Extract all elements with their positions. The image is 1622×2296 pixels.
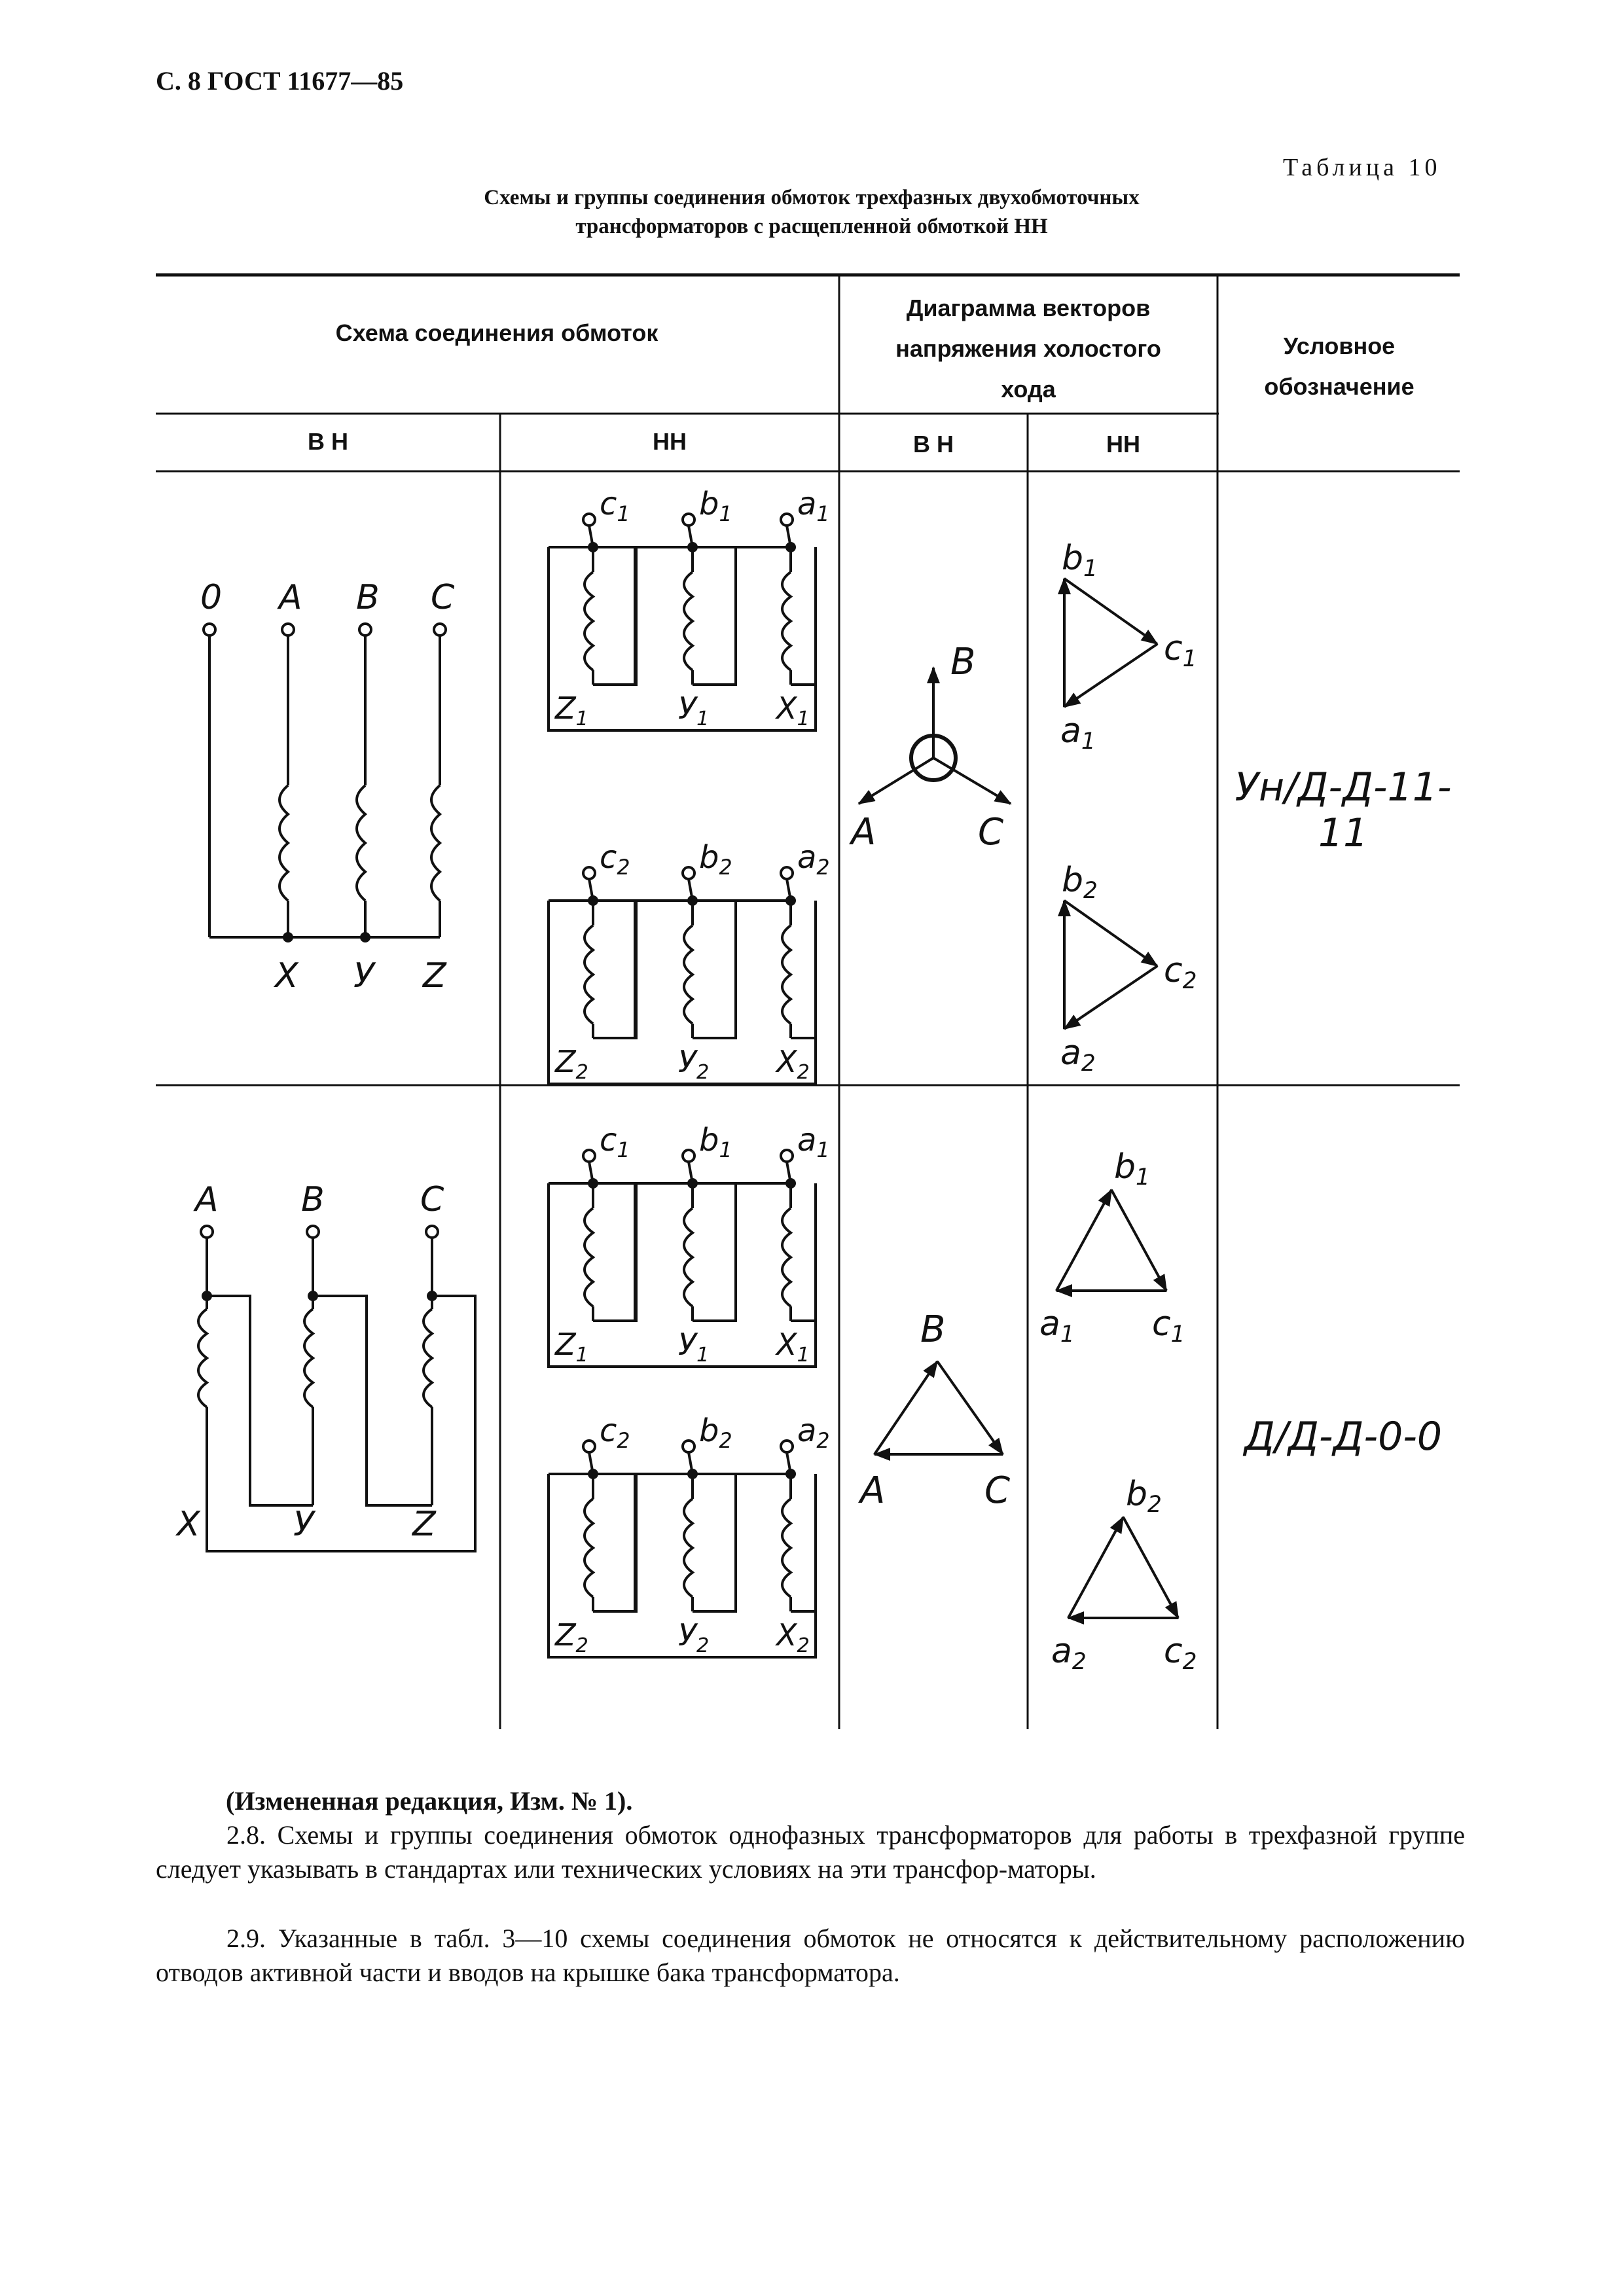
vector-label: c1 (1164, 629, 1197, 672)
vn-end-label: X (275, 956, 298, 996)
designation-row-1: Ун/Д-Д-11-11 (1235, 764, 1452, 856)
header-diagram-line3: хода (1001, 376, 1056, 403)
nn-end-label: $Z_2$ (555, 1617, 588, 1657)
nn-end-label: $Z_1$ (555, 691, 588, 730)
vector-label: b2 (1062, 861, 1098, 904)
vn-terminal-label: B (301, 1180, 325, 1219)
nn-terminal-label: $b_1$ (699, 1122, 732, 1162)
junction-dot (283, 932, 293, 942)
nn-end-label: $У_2$ (678, 1044, 710, 1084)
vector-arrow (874, 1361, 937, 1454)
nn-terminal-label: $a_2$ (797, 1412, 830, 1453)
nn-end-label: $У_1$ (678, 1327, 710, 1367)
junction-dot (360, 932, 370, 942)
wire (313, 1296, 432, 1505)
vn-end-label: Z (423, 956, 446, 996)
subheader-vn: В Н (308, 428, 348, 455)
winding-coil (304, 1309, 313, 1407)
wire (791, 547, 816, 685)
vector-label: A (860, 1469, 886, 1512)
subheader-nn-vector: НН (1106, 431, 1140, 457)
wire (593, 547, 636, 685)
nn-terminal-label: $a_2$ (797, 839, 830, 880)
vector-arrow (1123, 1517, 1178, 1618)
winding-coil (782, 925, 791, 1024)
table-number: Таблица 10 (1283, 154, 1441, 181)
wire (593, 1474, 636, 1611)
vector-label: C (978, 811, 1004, 853)
wire (791, 1183, 816, 1321)
winding-coil (357, 785, 365, 901)
vector-label: b1 (1062, 539, 1098, 582)
nn-end-label: $X_1$ (776, 1327, 810, 1367)
wire (693, 1183, 736, 1321)
vector-label: a2 (1051, 1632, 1087, 1675)
terminal-circle (282, 624, 294, 636)
wire (207, 1296, 313, 1505)
vector-label: C (984, 1469, 1011, 1512)
vector-label: a2 (1060, 1033, 1096, 1077)
vector-label: c2 (1164, 951, 1197, 994)
terminal-circle (683, 867, 694, 879)
vector-arrow (1068, 1517, 1123, 1618)
wire (593, 1183, 636, 1321)
winding-coil (684, 572, 693, 670)
page-header: С. 8 ГОСТ 11677—85 (156, 66, 404, 96)
terminal-circle (781, 1441, 793, 1452)
header-designation-line1: Условное (1283, 332, 1396, 359)
subheader-nn: НН (653, 428, 687, 455)
terminal-circle (781, 1150, 793, 1162)
edit-note: (Измененная редакция, Изм. № 1). (226, 1786, 633, 1816)
terminal-circle (426, 1226, 438, 1238)
vector-label: c2 (1164, 1632, 1197, 1675)
winding-coil (431, 785, 440, 901)
subheader-vn-vector: В Н (913, 431, 954, 457)
header-diagram-line1: Диаграмма векторов (906, 295, 1151, 321)
vector-arrow (1064, 579, 1157, 644)
nn-terminal-label: $b_2$ (699, 839, 732, 880)
winding-coil (585, 1208, 593, 1306)
vector-label: c1 (1152, 1304, 1185, 1348)
nn-end-label: $У_1$ (678, 691, 710, 730)
terminal-circle (781, 867, 793, 879)
vector-label: a1 (1060, 711, 1096, 755)
winding-coil (585, 572, 593, 670)
wire (693, 901, 736, 1038)
vector-label: a1 (1039, 1304, 1075, 1348)
paragraph-2-8: 2.8. Схемы и группы соединения обмоток однофазных трансформаторов для работы в трехфазной группе следует указывать в стандартах или технических условиях на эти трансфор-маторы. (156, 1820, 1465, 1884)
nn-terminal-label: $c_2$ (600, 1412, 630, 1453)
vn-end-label: У (353, 956, 374, 996)
vector-C (933, 758, 1011, 804)
terminal-circle (583, 514, 595, 526)
winding-coil (424, 1309, 432, 1407)
winding-coil (585, 1499, 593, 1597)
nn-terminal-label: $c_1$ (600, 1122, 630, 1162)
nn-end-label: $X_2$ (776, 1044, 810, 1084)
vn-terminal-label: C (431, 578, 455, 617)
terminal-circle (359, 624, 371, 636)
header-diagram-line2: напряжения холостого (895, 335, 1161, 362)
header-designation-line2: обозначение (1264, 373, 1415, 400)
caption-line-1: Схемы и группы соединения обмоток трехфазных двухобмоточных (484, 186, 1140, 209)
wire (593, 901, 636, 1038)
terminal-circle (683, 514, 694, 526)
terminal-circle (583, 867, 595, 879)
winding-coil (782, 1499, 791, 1597)
vector-label: B (950, 641, 976, 683)
vn-terminal-label: B (356, 578, 380, 617)
vector-A (859, 758, 933, 804)
winding-coil (585, 925, 593, 1024)
nn-terminal-label: $a_1$ (797, 1122, 830, 1162)
vector-arrow (1056, 1190, 1111, 1291)
vector-label: b2 (1126, 1475, 1162, 1518)
terminal-circle (583, 1150, 595, 1162)
nn-terminal-label: $b_2$ (699, 1412, 732, 1453)
winding-coil (782, 1208, 791, 1306)
vector-label: b1 (1114, 1147, 1150, 1191)
terminal-circle (204, 624, 215, 636)
caption-line-2: трансформаторов с расщепленной обмоткой НН (575, 215, 1048, 238)
winding-coil (198, 1309, 207, 1407)
vector-arrow (1064, 644, 1157, 707)
nn-terminal-label: $a_1$ (797, 486, 830, 526)
vector-label: A (851, 811, 876, 853)
winding-coil (782, 572, 791, 670)
vector-arrow (1111, 1190, 1166, 1291)
vector-arrow (1064, 901, 1157, 966)
terminal-circle (583, 1441, 595, 1452)
terminal-circle (683, 1441, 694, 1452)
vn-terminal-label: A (195, 1180, 219, 1219)
nn-terminal-label: $c_2$ (600, 839, 630, 880)
winding-coil (684, 925, 693, 1024)
vn-terminal-label: C (420, 1180, 444, 1219)
terminal-circle (307, 1226, 319, 1238)
nn-end-label: $У_2$ (678, 1617, 710, 1657)
nn-end-label: $Z_1$ (555, 1327, 588, 1367)
nn-terminal-label: $b_1$ (699, 486, 732, 526)
vn-end-label: X (177, 1505, 200, 1544)
nn-terminal-label: $c_1$ (600, 486, 630, 526)
vector-label: B (920, 1308, 946, 1351)
winding-coil (279, 785, 288, 901)
nn-end-label: $X_1$ (776, 691, 810, 730)
terminal-circle (201, 1226, 213, 1238)
wire (693, 1474, 736, 1611)
terminal-circle (683, 1150, 694, 1162)
vn-end-label: Z (412, 1505, 436, 1544)
vn-terminal-label: A (279, 578, 302, 617)
nn-end-label: $X_2$ (776, 1617, 810, 1657)
vector-arrow (1064, 966, 1157, 1029)
vn-terminal-label: 0 (200, 578, 223, 617)
wire (791, 1474, 816, 1611)
designation-row-2: Д/Д-Д-0-0 (1244, 1414, 1443, 1460)
wire (791, 901, 816, 1038)
winding-coil (684, 1499, 693, 1597)
vector-arrow (937, 1361, 1003, 1454)
terminal-circle (434, 624, 446, 636)
nn-end-label: $Z_2$ (555, 1044, 588, 1084)
paragraph-2-9: 2.9. Указанные в табл. 3—10 схемы соединения обмоток не относятся к действительному расположению отводов активной части и вводов на крышке бака трансформатора. (156, 1924, 1465, 1987)
vn-end-label: У (293, 1505, 314, 1544)
header-scheme: Схема соединения обмоток (335, 319, 658, 346)
winding-coil (684, 1208, 693, 1306)
terminal-circle (781, 514, 793, 526)
wire (693, 547, 736, 685)
